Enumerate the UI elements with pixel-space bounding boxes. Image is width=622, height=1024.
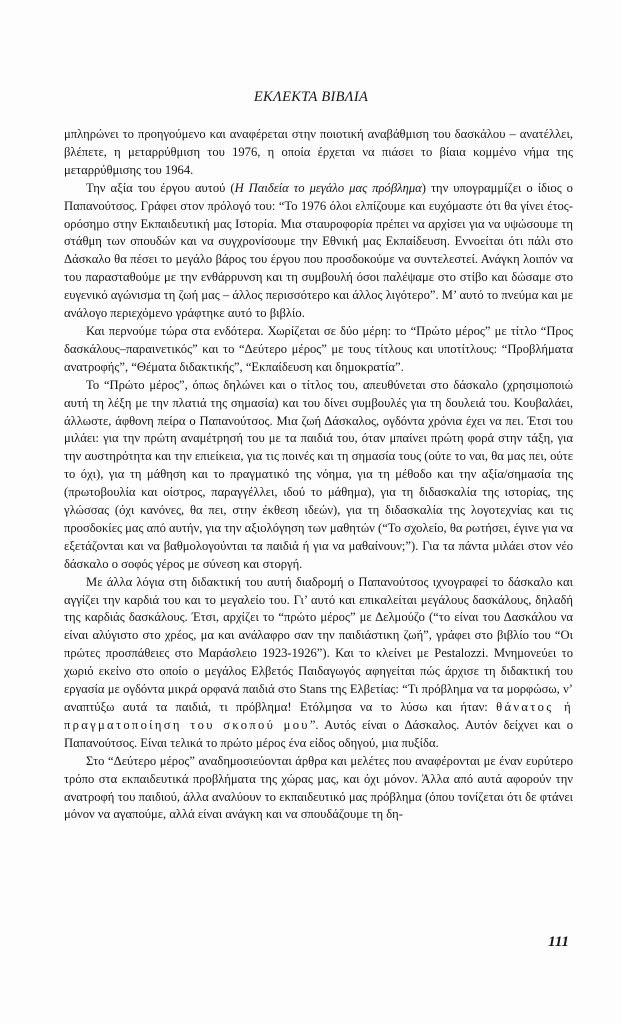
paragraph-3: Και περνούμε τώρα στα ενδότερα. Χωρίζεται σε δύο μέρη: το “Πρώτο μέρος” με τίτλο “Προς δασκάλους–παραινετικός” και το “Δεύτερο μέρος” με τους τίτλους και υποτίτλους: “Προβλήματα ανατροφής”, “Θέματα διδακτικής”, “Εκπαίδευση και δημοκρατία”. [64,323,573,374]
running-header: ΕΚΛΕΚΤΑ ΒΙΒΛΙΑ [253,89,369,105]
book-title-italic: Η Παιδεία το μεγάλο μας πρόβλημα [234,180,422,195]
paragraph-2-part-c: ) την υπογραμμίζει ο ίδιος ο Παπανούτσος. Γράφει στον πρόλογό του: “Το 1976 όλοι ελπίζουμε και ευχόμαστε ότι θα γίνει έτος-ορόσημο στην Εκπαιδευτική μας Ιστορία. Μια σταυροφορία πρέπει να αρχίσει για να υψώσουμε τη στάθμη των σπουδών και να συγχρονίσουμε την Εθνική μας Εκπαίδευση. Εννοείται ότι πάλι στο Δάσκαλο θα πέσει το μεγάλο βάρος του έργου που προσδοκούμε να συντελεστεί. Ανάγκη λοιπόν να του παρασταθούμε με την ενθάρρυνση και τη συμβουλή όσοι παλέψαμε στο στίβο και δώσαμε στο ευγενικό αγώνισμα τη ζωή μας – άλλος περισσότερο και άλλος λιγότερο”. Μ’ αυτό το πνεύμα και με ανάλογο περιεχόμενο γράφτηκε αυτό το βιβλίο. [64,180,573,321]
spaced-quote: θάνατος ή πραγματοποίηση του σκοπού μου [64,700,573,732]
paragraph-5-part-c: ”. Αυτός είναι ο Δάσκαλος. Αυτόν δείχνει και ο Παπανούτσος. Είναι τελικά το πρώτο μέρος ένα είδος οδηγού, μια πυξίδα. [64,717,574,750]
paragraph-6: Στο “Δεύτερο μέρος” αναδημοσιεύονται άρθρα και μελέτες που αναφέρονται με έναν ευρύτερο τρόπο στα εκπαιδευτικά προβλήματα της χώρας μας, και όχι μόνον. Άλλα από αυτά αφορούν την ανατροφή του παιδιού, άλλα αναλύουν το εκπαιδευτικό μας πρόβλημα (όπου τονίζεται ότι δε φτάνει μόνον να αγαπούμε, αλλά είναι ανάγκη και να σπουδάζουμε τη δη- [64,753,573,822]
paragraph-1: μπληρώνει το προηγούμενο και αναφέρεται στην ποιοτική αναβάθμιση του δασκάλου – ανατέλλει, βλέπετε, η μεταρρύθμιση του 1976, η οποία έρχεται να πιάσει το βίαια κομμένο νήμα της μεταρρύθμισης του 1964. [64,127,573,177]
paragraph-5-part-a: Με άλλα λόγια στη διδακτική του αυτή διαδρομή ο Παπανούτσος ιχνογραφεί το δάσκαλο και αγγίζει την καρδιά του και το μεγαλείο του. Γι’ αυτό και επικαλείται μεγάλους δασκάλους, δηλαδή της καρδιάς δασκάλους. Έτσι, αρχίζει το “πρώτο μέρος” με Δελμούζο (“το είναι του Δασκάλου να είναι αλύγιστο στο χρέος, μα και ανάλαφρο σαν την παιδιάστικη ζωή”, γράφει στο βιβλίο του “Οι πρώτες προσπάθειες στο Μαράσλειο 1923-1926”). Και το κλείνει με Pestalozzi. Μνημονεύει το χωριό εκείνο στο οποίο ο μεγάλος Ελβετός Παιδαγωγός αφηγείται πώς άρχισε τη διδακτική του εργασία με ογδόντα μικρά ορφανά παιδιά στο Stans της Ελβετίας: “Τι πρόβλημα να τα μορφώσω, ν’ αναπτύξω αυτά τα παιδιά, τι πρόβλημα! Ετόλμησα να το λύσω και ήταν: [64,574,573,714]
paragraph-5 [64,574,573,753]
page-body [64,126,573,824]
paragraph-4: Το “Πρώτο μέρος”, όπως δηλώνει και ο τίτλος του, απευθύνεται στο δάσκαλο (χρησιμοποιώ αυτή τη λέξη με την πλατιά της σημασία) και του δίνει συμβουλές για τη δουλειά του. Κουβαλάει, άλλωστε, άφθονη πείρα ο Παπανούτσος. Μια ζωή Δάσκαλος, ογδόντα χρόνια έχει να πει. Έτσι του μιλάει: για την πρώτη αναμέτρησή του με τα παιδιά του, όταν μπαίνει πρώτη φορά στην τάξη, για την αυστηρότητα και την επιείκεια, για τις ποινές και τη σημασία τους (ούτε το ναι, θα μας πει, ούτε το όχι), για τη μάθηση και το πραγματικό της νόημα, για τη μέθοδο και την αξία/σημασία της (πρωτοβουλία και οίστρος, παραγγέλλει, ιδού το μάθημα), για τη διδασκαλία της ιστορίας, της γλώσσας (όχι κανόνες, θα πει, στην έκθεση ιδεών), για τη διδασκαλία της λογοτεχνίας και τις προσδοκίες μας από αυτήν, για την αξιολόγηση των μαθητών (“Το σχολείο, θα ρωτήσει, έγινε για να εξετάζονται και να βαθμολογούνται τα παιδιά ή για να μαθαίνουν;”). Για τα πάντα μιλάει στον νέο δάσκαλο ο σοφός γέρος με σύνεση και στοργή. [64,377,573,571]
paragraph-2-part-a: Την αξία του έργου αυτού ( [86,180,235,195]
page-number: 111 [548,934,569,950]
paragraph-2 [64,180,573,323]
